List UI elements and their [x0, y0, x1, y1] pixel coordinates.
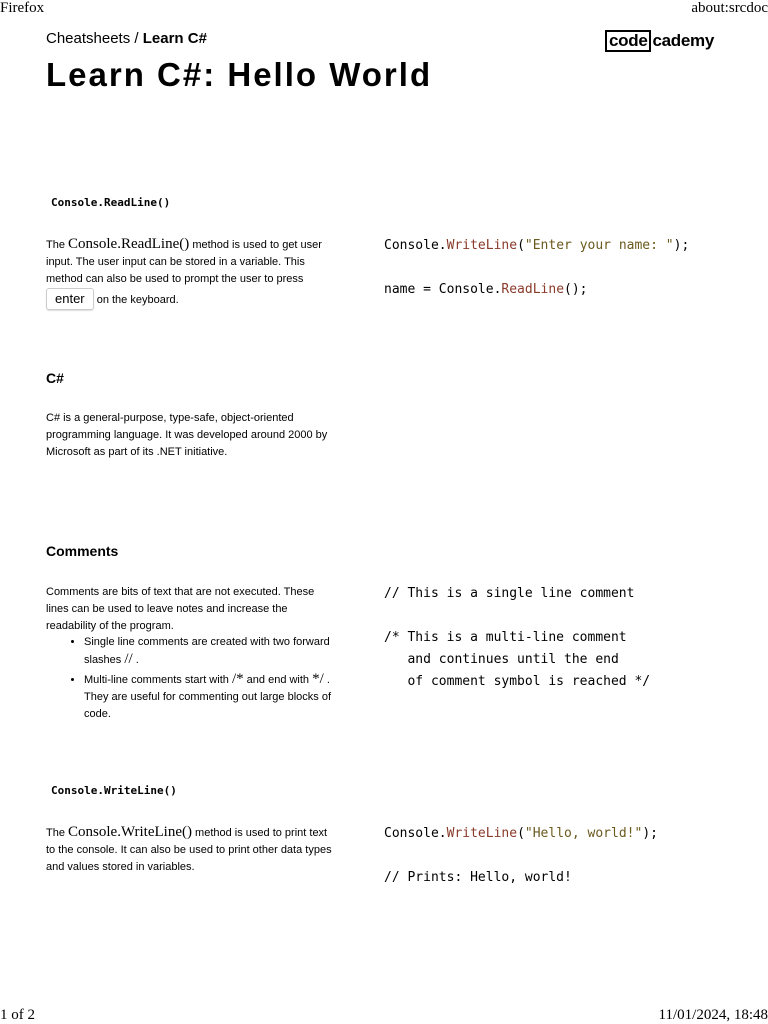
logo-box-text: code: [605, 30, 651, 52]
comments-code-line-2: /* This is a multi-line comment: [384, 630, 627, 645]
writeline-description: [46, 824, 336, 876]
readline-code-line-1: Console.WriteLine("Enter your name: ");: [384, 238, 690, 253]
readline-section-title: Console.ReadLine(): [51, 196, 171, 209]
enter-key: enter: [46, 288, 94, 310]
comments-description: Comments are bits of text that are not executed. These lines can be used to leave notes and increase the readability of the program.: [46, 586, 315, 632]
readline-method-code: Console.ReadLine(): [68, 236, 190, 252]
writeline-text-2: method is used to print text to the console. It can also be used to print other data types and values stored in variables.: [46, 827, 332, 873]
comments-bullet-list: [64, 634, 354, 725]
readline-code-line-2: name = Console.ReadLine();: [384, 282, 588, 297]
comments-code-line-3: and continues until the end: [384, 652, 619, 667]
breadcrumb-root[interactable]: Cheatsheets: [46, 30, 131, 47]
readline-description: [46, 236, 336, 310]
writeline-text-1: The: [46, 827, 65, 839]
list-item: • Single line comments are created with two forward slashes // .: [84, 634, 354, 669]
logo-rest-text: cademy: [652, 31, 715, 50]
breadcrumb: [46, 30, 207, 47]
csharp-description: C# is a general-purpose, type-safe, object-oriented programming language. It was developed around 2000 by Microsoft as part of its .NET initiative.: [46, 412, 328, 458]
csharp-section-title: C#: [46, 370, 64, 386]
comment-start-code: /*: [231, 671, 244, 687]
breadcrumb-current: Learn C#: [142, 30, 207, 47]
readline-text-3: on the keyboard.: [96, 294, 179, 306]
writeline-section-title: Console.WriteLine(): [51, 784, 177, 797]
print-datetime: 11/01/2024, 18:48: [658, 1007, 768, 1023]
browser-url: about:srcdoc: [691, 0, 768, 16]
browser-app-name: Firefox: [0, 0, 45, 16]
writeline-code-line-2: // Prints: Hello, world!: [384, 870, 572, 885]
writeline-method-code: Console.WriteLine(): [68, 824, 192, 840]
readline-text-1: The: [46, 239, 65, 251]
page-number: 1 of 2: [0, 1007, 35, 1023]
comment-end-code: */: [312, 671, 324, 687]
comments-code-line-4: of comment symbol is reached */: [384, 674, 651, 689]
comments-code-line-1: // This is a single line comment: [384, 586, 635, 601]
slash-code: //: [124, 651, 133, 667]
list-item: • Multi-line comments start with /* and end with */ . They are useful for commenting out large blocks of code.: [84, 671, 354, 723]
readline-text-2: method is used to get user input. The user input can be stored in a variable. This method can also be used to prompt the user to press: [46, 239, 322, 285]
codecademy-logo[interactable]: [605, 30, 714, 52]
breadcrumb-separator: /: [130, 30, 143, 47]
page-title: Learn C#: Hello World: [46, 56, 433, 93]
comments-section-title: Comments: [46, 543, 119, 559]
writeline-code-line-1: Console.WriteLine("Hello, world!");: [384, 826, 658, 841]
